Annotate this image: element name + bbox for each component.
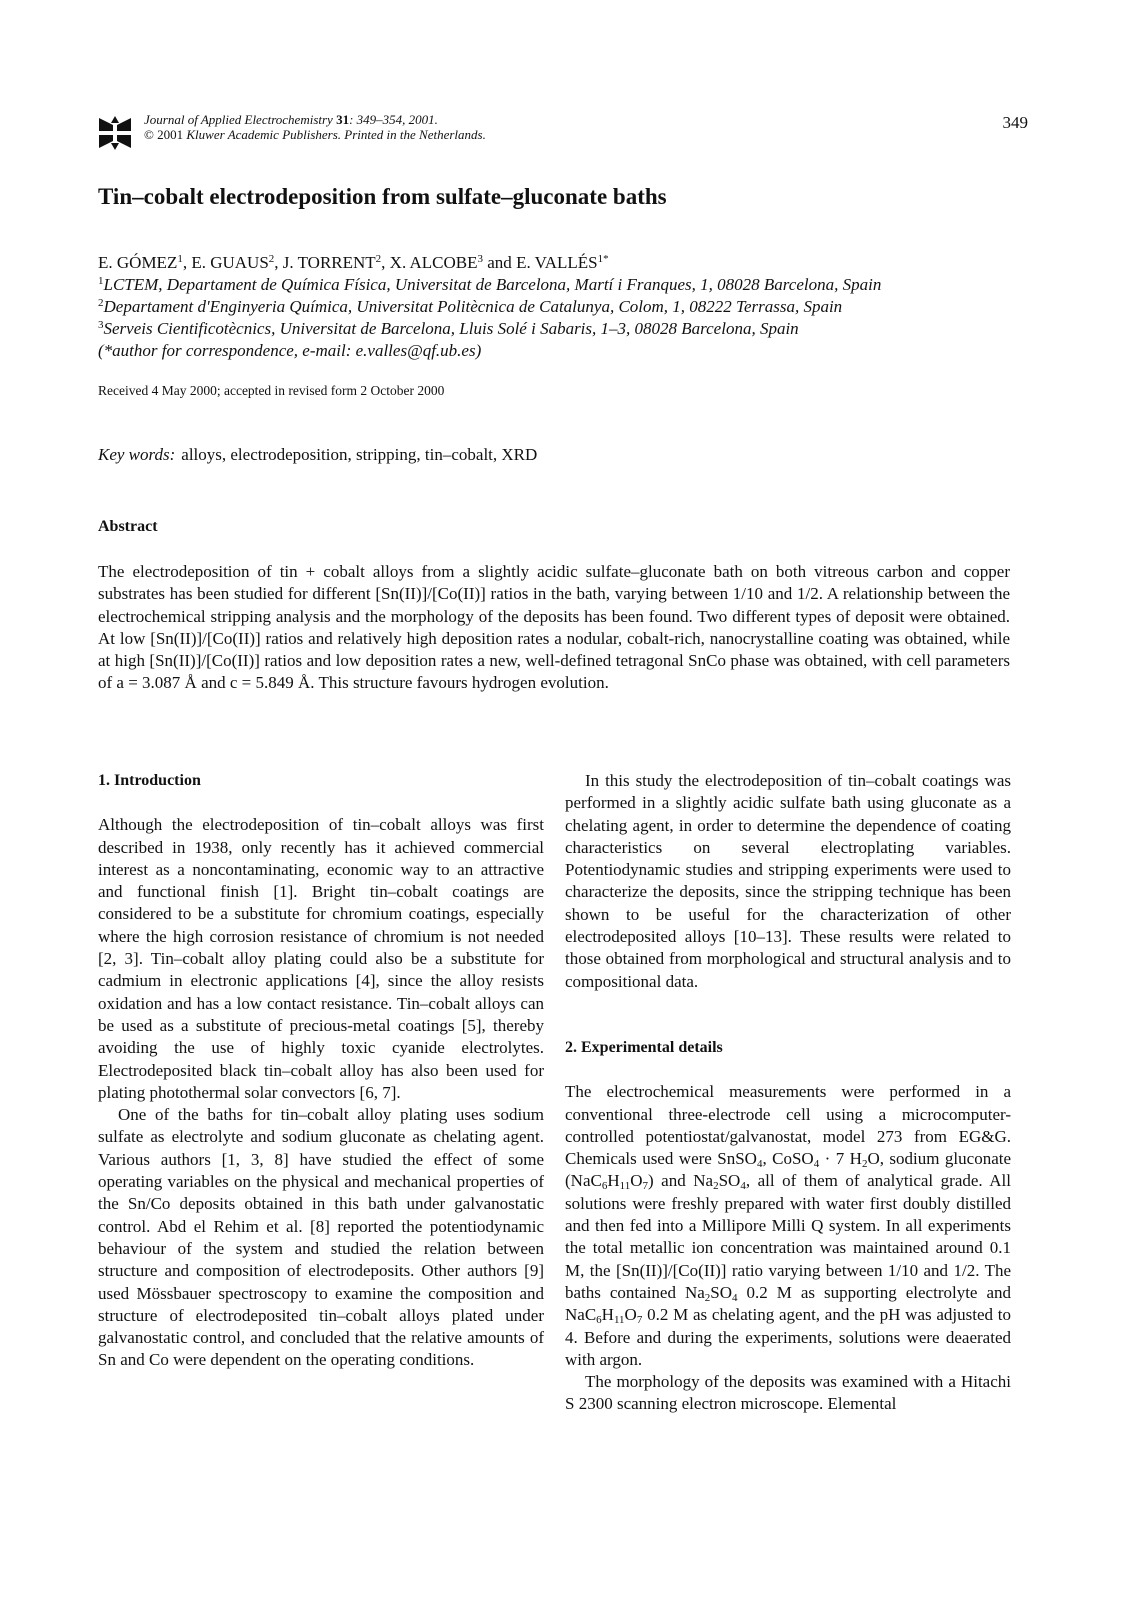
copyright-year: 2001 <box>157 127 184 142</box>
author-affiliation-mark: 2 <box>375 253 382 265</box>
abstract-body: The electrodeposition of tin + cobalt alloys from a slightly acidic sulfate–gluconate bath on both vitreous carbon and copper substrates has been studied for different [Sn(II)]/[Co(II)] ratios in the bath, varying between 1/10 and 1/2. A relationship between the electrochemical stripping analysis and the morphology of the deposits has been found. Two different types of deposit were obtained. At low [Sn(II)]/[Co(II)] ratios and relatively high deposition rates a nodular, cobalt-rich, nanocrystalline coating was obtained, while at high [Sn(II)]/[Co(II)] ratios and low deposition rates a new, well-defined tetragonal SnCo phase was obtained, with cell parameters of a = 3.087 Å and c = 5.849 Å. This structure favours hydrogen evolution. <box>98 562 1011 693</box>
abstract-heading: Abstract <box>98 518 158 535</box>
received-dates: Received 4 May 2000; accepted in revised form 2 October 2000 <box>98 383 445 398</box>
affiliation-line <box>98 296 1028 318</box>
publisher-logo-icon <box>98 115 132 151</box>
author-affiliation-mark: 3 <box>477 253 484 265</box>
author-affiliation-mark: 1 <box>177 253 183 265</box>
copyright-symbol: © <box>144 127 154 142</box>
spacer <box>565 993 1011 1037</box>
affiliation-line <box>98 274 1028 296</box>
journal-pages: : 349–354, 2001. <box>349 112 438 127</box>
intro-paragraph-3: In this study the electrodeposition of tin–cobalt coatings was performed in a slightly acidic sulfate bath using gluconate as a chelating agent, in order to determine the dependence of coating characteristics on several electroplating variables. Potentiodynamic studies and stripping experiments were used to characterize the deposits, since the stripping technique has been shown to be useful for the characterization of other electrodeposited alloys [10–13]. These results were related to those obtained from morphological and structural analysis and to compositional data. <box>565 771 1011 991</box>
intro-paragraph-1: Although the electrodeposition of tin–cobalt alloys was first described in 1938, only recently has it achieved commercial interest as a noncontaminating, economic way to an attractive and functional finish [1]. Bright tin–cobalt coatings are considered to be a substitute for chromium coatings, especially where the high corrosion resistance of chromium is not needed [2, 3]. Tin–cobalt alloy plating could also be a substitute for cadmium in electronic applications [4], since the alloy resists oxidation and has a low contact resistance. Tin–cobalt alloys can be used as a substitute of precious-metal coatings [5], thereby avoiding the use of highly toxic cyanide electrolytes. Electrodeposited black tin–cobalt alloy has also been used for plating photothermal solar convectors [6, 7]. <box>98 815 544 1102</box>
correspondence-text: (*author for correspondence, e-mail: e.valles@qf.ub.es) <box>98 341 482 360</box>
paper-title: Tin–cobalt electrodeposition from sulfate–gluconate baths <box>98 184 667 209</box>
section-heading-introduction: 1. Introduction <box>98 772 201 789</box>
author-name: E. GUAUS <box>191 253 269 272</box>
author-name: X. ALCOBE <box>389 253 478 272</box>
publisher-text: Kluwer Academic Publishers. Printed in the Netherlands. <box>186 127 486 142</box>
correspondence-line <box>98 340 1028 362</box>
affiliation-text: Serveis Cientificotècnics, Universitat de Barcelona, Lluis Solé i Sabaris, 1–3, 08028 Barcelona, Spain <box>103 319 799 338</box>
keywords <box>98 445 537 465</box>
affiliation-line <box>98 318 1028 340</box>
author-name: E. GÓMEZ <box>98 253 178 272</box>
affiliation-mark: 2 <box>98 297 104 309</box>
keywords-label: Key words: <box>98 445 176 464</box>
right-column <box>565 770 1011 1416</box>
intro-paragraph-2: One of the baths for tin–cobalt alloy plating uses sodium sulfate as electrolyte and sodium gluconate as chelating agent. Various authors [1, 3, 8] have studied the effect of some operating variables on the physical and mechanical properties of the Sn/Co deposits obtained in this bath under galvanostatic control. Abd el Rehim et al. [8] reported the potentiodynamic behaviour of the system and studied the relation between structure and composition of electrodeposits. Other authors [9] used Mössbauer spectroscopy to examine the composition and structure of electrodeposited tin–cobalt alloys plated under galvanostatic control, and concluded that the relative amounts of Sn and Co were dependent on the operating conditions. <box>98 1105 544 1370</box>
journal-header <box>98 112 1028 152</box>
spacer <box>98 792 544 814</box>
experimental-paragraph-2: The morphology of the deposits was examined with a Hitachi S 2300 scanning electron microscope. Elemental <box>565 1372 1011 1414</box>
affiliation-list <box>98 274 1028 362</box>
journal-name: Journal of Applied Electrochemistry <box>144 112 333 127</box>
author-separator: , <box>381 253 390 272</box>
author-separator: , <box>182 253 192 272</box>
affiliation-mark: 3 <box>98 319 104 331</box>
author-name: E. VALLÉS <box>516 253 598 272</box>
journal-citation <box>144 112 486 142</box>
section-heading-experimental: 2. Experimental details <box>565 1038 723 1056</box>
author-affiliation-mark: 2 <box>268 253 275 265</box>
author-name: J. TORRENT <box>282 253 376 272</box>
affiliation-mark: 1 <box>98 275 104 287</box>
left-column <box>98 770 544 1372</box>
author-separator: and <box>483 253 517 272</box>
author-separator: , <box>274 253 283 272</box>
author-affiliation-mark: 1* <box>597 253 609 265</box>
experimental-paragraph-1: The electrochemical measurements were performed in a conventional three-electrode cell using a microcomputer-controlled potentiostat/galvanostat, model 273 from EG&G. Chemicals used were SnSO$_4$, CoSO$_4$ · 7 $H_2O$, sodium gluconate $(NaC_6H_{11}O_7)$ and $Na_2SO_4$, all of them of analytical grade. All solutions were freshly prepared with water first doubly distilled and then fed into a Millipore Milli Q system. In all experiments the total metallic ion concentration was maintained around 0.1 M, the [Sn(II)]/[Co(II)] ratio varying between 1/10 and 1/2. The baths contained $Na_2SO_4$ 0.2 M as supporting electrolyte and $NaC_6H_{11}O_7$ 0.2 M as chelating agent, and the pH was adjusted to 4. Before and during the experiments, solutions were deaerated with argon. <box>565 1082 1012 1369</box>
keywords-text: alloys, electrodeposition, stripping, tin–cobalt, XRD <box>181 445 538 464</box>
page-number: 349 <box>1002 113 1028 132</box>
affiliation-text: LCTEM, Departament de Química Física, Universitat de Barcelona, Martí i Franques, 1, 08028 Barcelona, Spain <box>103 275 882 294</box>
journal-volume: 31 <box>336 112 350 127</box>
author-list <box>98 252 609 274</box>
affiliation-text: Departament d'Enginyeria Química, Universitat Politècnica de Catalunya, Colom, 1, 08222 Terrassa, Spain <box>103 297 843 316</box>
spacer <box>565 1059 1011 1081</box>
